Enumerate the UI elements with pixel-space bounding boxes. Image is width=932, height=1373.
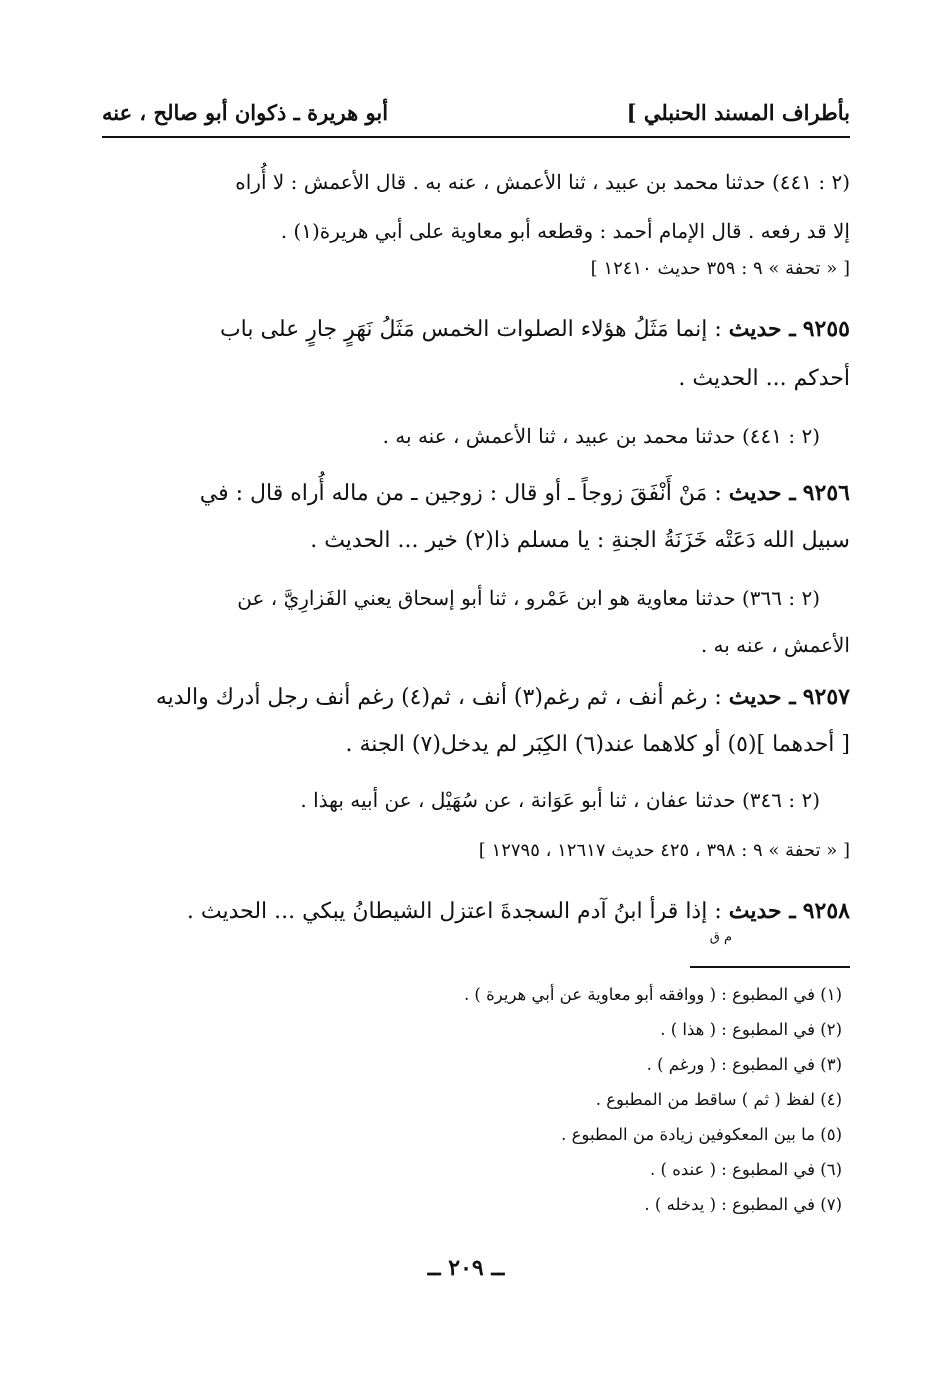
tuhfa-reference: [ « تحفة » ٩ : ٣٩٨ ، ٤٢٥ حديث ١٢٦١٧ ، ١٢٧٩٥ ] — [478, 840, 850, 861]
hadith-9257-line-2: [ أحدهما ](٥) أو كلاهما عند(٦) الكِبَر لم يدخل(٧) الجنة . — [345, 732, 850, 757]
hadith-number: ٩٢٥٥ — [802, 316, 850, 342]
hadith-9255-line-1 — [220, 316, 850, 343]
hadith-number: ٩٢٥٦ — [802, 480, 850, 506]
header-book-title: بأطراف المسند الحنبلي ] — [626, 100, 850, 125]
footnote-separator — [690, 966, 850, 968]
footnote-7: (٧) في المطبوع : ( يدخله ) . — [644, 1195, 842, 1214]
hadith-9256-source-2: الأعمش ، عنه به . — [700, 633, 850, 657]
footnote-2: (٢) في المطبوع : ( هذا ) . — [660, 1020, 842, 1039]
page-number: ــ ٢٠٩ ــ — [427, 1255, 505, 1281]
hadith-keyword: ـ حديث — [728, 684, 796, 710]
hadith-keyword: ـ حديث — [728, 898, 796, 924]
running-header — [102, 96, 850, 138]
footnote-1: (١) في المطبوع : ( ووافقه أبو معاوية عن أبي هريرة ) . — [463, 985, 842, 1004]
footnote-3: (٣) في المطبوع : ( ورغم ) . — [646, 1055, 842, 1074]
hadith-keyword: ـ حديث — [728, 316, 796, 342]
hadith-number: ٩٢٥٨ — [802, 898, 850, 924]
hadith-9256-line-2: سبيل الله دَعَتْه خَزَنَةُ الجنةِ : يا مسلم ذا(٢) خير ... الحديث . — [310, 528, 850, 553]
hadith-text: : رغم أنف ، ثم رغم(٣) أنف ، ثم(٤) رغم أنف رجل أدرك والديه — [155, 685, 722, 710]
footnote-5: (٥) ما بين المعكوفين زيادة من المطبوع . — [561, 1125, 842, 1144]
hadith-9257-line-1 — [156, 684, 850, 711]
hadith-9258-mark: م ق — [709, 930, 732, 945]
hadith-text: : إذا قرأ ابنُ آدم السجدةَ اعتزل الشيطانُ يبكي ... الحديث . — [186, 899, 722, 924]
hadith-9256-source-1: (٢ : ٣٦٦) حدثنا معاوية هو ابن عَمْرو ، ثنا أبو إسحاق يعني الفَزارِيَّ ، عن — [237, 586, 820, 610]
header-chapter-title: أبو هريرة ـ ذكوان أبو صالح ، عنه — [102, 100, 389, 125]
hadith-9257-source: (٢ : ٣٤٦) حدثنا عفان ، ثنا أبو عَوَانة ، عن سُهَيْل ، عن أبيه بهذا . — [300, 788, 820, 812]
hadith-text: : مَنْ أَنْفَقَ زوجاً ـ أو قال : زوجين ـ من ماله أُراه قال : في — [199, 481, 722, 506]
hadith-keyword: ـ حديث — [728, 480, 796, 506]
hadith-9258-line-1 — [187, 898, 850, 925]
footnote-4: (٤) لفظ ( ثم ) ساقط من المطبوع . — [595, 1090, 842, 1109]
text-line: إلا قد رفعه . قال الإمام أحمد : وقطعه أبو معاوية على أبي هريرة(١) . — [280, 219, 850, 243]
text-line: (٢ : ٤٤١) حدثنا محمد بن عبيد ، ثنا الأعمش ، عنه به . قال الأعمش : لا أُراه — [235, 170, 850, 194]
hadith-text: : إنما مَثَلُ هؤلاء الصلوات الخمس مَثَلُ نَهَرٍ جارٍ على باب — [219, 317, 722, 342]
hadith-9255-line-2: أحدكم ... الحديث . — [678, 366, 850, 391]
tuhfa-reference: [ « تحفة » ٩ : ٣٥٩ حديث ١٢٤١٠ ] — [590, 258, 850, 279]
hadith-9255-source: (٢ : ٤٤١) حدثنا محمد بن عبيد ، ثنا الأعمش ، عنه به . — [382, 424, 820, 448]
hadith-number: ٩٢٥٧ — [802, 684, 850, 710]
footnote-6: (٦) في المطبوع : ( عنده ) . — [650, 1160, 842, 1179]
hadith-9256-line-1 — [200, 480, 850, 507]
